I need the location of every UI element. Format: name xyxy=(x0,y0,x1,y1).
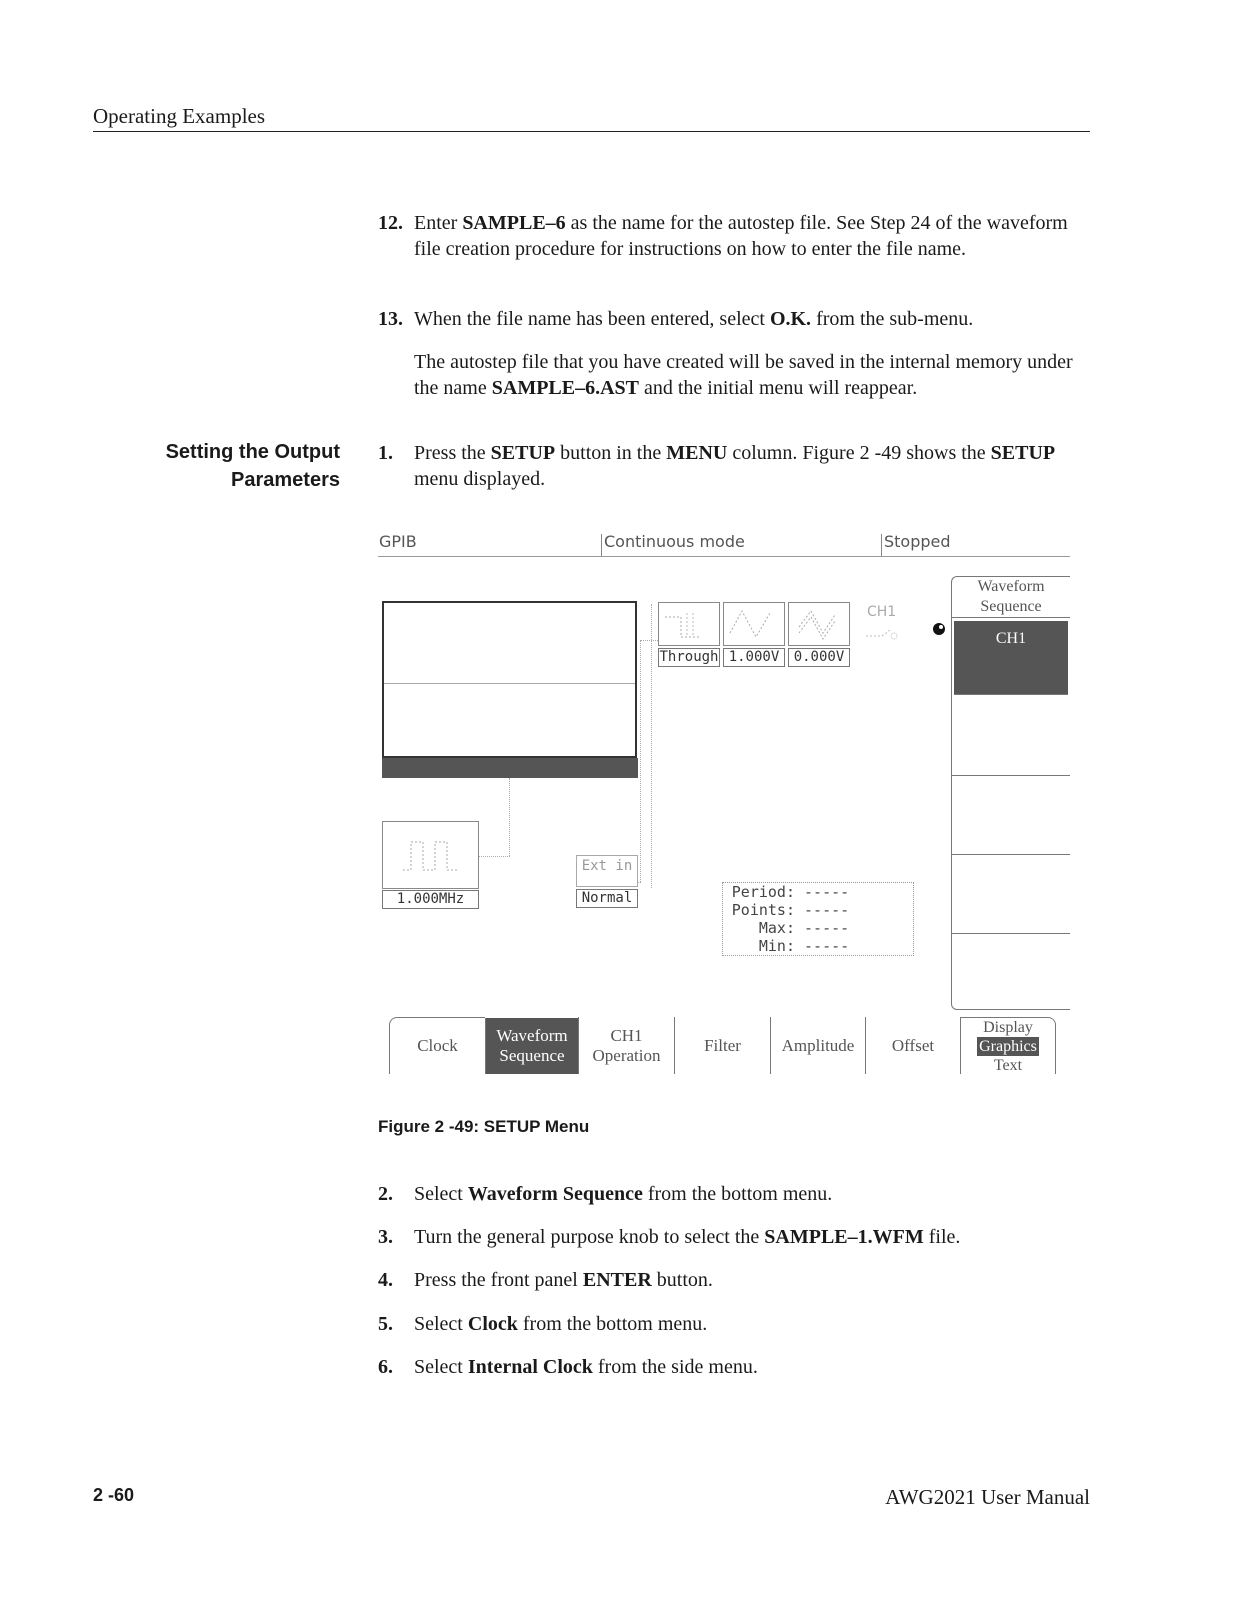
info-value: ----- xyxy=(804,919,850,937)
info-key: Period: xyxy=(731,883,795,901)
step-3 xyxy=(378,1224,1090,1250)
bottom-menu-filter[interactable] xyxy=(674,1017,770,1074)
step-12 xyxy=(378,210,1090,262)
status-mode: Continuous mode xyxy=(604,532,745,551)
info-value: ----- xyxy=(804,883,850,901)
step-bold: Clock xyxy=(467,1313,518,1335)
bottom-menu-label: CH1 xyxy=(610,1025,643,1045)
figure-caption: Figure 2 -49: SETUP Menu xyxy=(378,1117,590,1136)
ext-in-box xyxy=(576,855,638,887)
step-text: Select xyxy=(414,1313,468,1335)
waveform-info-panel xyxy=(722,882,914,956)
step-bold: SETUP xyxy=(990,442,1056,464)
side-menu-title-line2: Sequence xyxy=(980,598,1042,615)
bottom-menu-offset[interactable] xyxy=(865,1017,960,1074)
bottom-menu-ch1-operation[interactable] xyxy=(578,1017,674,1074)
side-menu-title-line1: Waveform xyxy=(977,578,1045,595)
offset-value: 0.000V xyxy=(788,648,850,667)
side-menu-item-ch1[interactable]: CH1 xyxy=(954,621,1068,695)
step-text: Turn the general purpose knob to select the xyxy=(414,1226,765,1248)
bottom-menu-label: Operation xyxy=(592,1045,661,1065)
status-divider xyxy=(881,534,882,556)
step-1 xyxy=(378,440,1090,492)
step-number: 13. xyxy=(378,308,403,330)
step-bold: Internal Clock xyxy=(467,1356,593,1378)
step-2 xyxy=(378,1181,1090,1207)
amplitude-value: 1.000V xyxy=(723,648,785,667)
note-bold: SAMPLE–6.AST xyxy=(491,377,639,399)
running-head: Operating Examples xyxy=(93,104,266,128)
waveform-display-bar xyxy=(382,758,638,778)
step-number: 12. xyxy=(378,212,403,234)
note-text: and the initial menu will reappear. xyxy=(639,377,918,399)
side-menu-title xyxy=(952,577,1070,618)
connector xyxy=(651,604,652,888)
status-gpib: GPIB xyxy=(379,532,417,551)
step-text: from the bottom menu. xyxy=(642,1183,833,1205)
bottom-menu-label: Sequence xyxy=(499,1046,565,1065)
step-text: from the sub-menu. xyxy=(811,308,974,330)
step-number: 4. xyxy=(378,1269,393,1291)
note-paragraph xyxy=(414,349,1090,401)
bottom-menu-label: Display xyxy=(983,1018,1033,1036)
offset-icon xyxy=(788,602,850,646)
step-text: When the file name has been entered, select xyxy=(414,308,770,330)
bottom-menu-waveform-sequence[interactable] xyxy=(485,1018,578,1074)
side-menu-item-empty[interactable] xyxy=(952,855,1070,934)
note-text: The autostep file that you have created will be saved in the internal memory under the name xyxy=(414,351,1073,399)
status-bar-rule xyxy=(378,556,1070,557)
info-value: ----- xyxy=(804,937,850,955)
output-active-indicator-icon xyxy=(931,621,947,642)
bottom-menu-label: Text xyxy=(993,1056,1023,1074)
connector xyxy=(479,856,510,857)
bottom-menu-display[interactable] xyxy=(960,1017,1056,1074)
clock-value: 1.000MHz xyxy=(382,890,479,909)
info-key: Points: xyxy=(731,901,795,919)
step-bold: MENU xyxy=(666,442,728,464)
amplitude-icon xyxy=(723,602,785,646)
channel-tag: CH1 xyxy=(867,604,897,620)
section-heading xyxy=(166,438,340,494)
step-bold: O.K. xyxy=(769,308,812,330)
step-number: 3. xyxy=(378,1226,393,1248)
step-number: 2. xyxy=(378,1183,393,1205)
side-menu-item-empty[interactable] xyxy=(952,934,1070,1010)
info-key: Min: xyxy=(758,937,795,955)
connector xyxy=(509,778,510,856)
step-bold: SETUP xyxy=(490,442,556,464)
manual-title: AWG2021 User Manual xyxy=(885,1485,1090,1509)
step-text: as the name for the autostep file. See Step 24 of the waveform file creation procedure for instructions on how to enter the file name. xyxy=(414,212,1068,260)
step-4 xyxy=(378,1267,1090,1293)
connector xyxy=(640,640,658,641)
ext-in-mode: Normal xyxy=(576,889,638,908)
step-text: Press the front panel xyxy=(414,1269,583,1291)
page-number: 2 -60 xyxy=(93,1485,135,1505)
header-rule xyxy=(93,131,1090,132)
step-text: Press the xyxy=(414,442,491,464)
bottom-menu-label: Clock xyxy=(417,1036,458,1055)
step-text: file. xyxy=(923,1226,961,1248)
step-text: from the bottom menu. xyxy=(517,1313,708,1335)
info-value: ----- xyxy=(804,901,850,919)
step-13 xyxy=(378,306,1090,332)
step-text: Select xyxy=(414,1356,468,1378)
section-heading-line2: Parameters xyxy=(231,469,340,491)
step-number: 5. xyxy=(378,1313,393,1335)
step-bold: Waveform Sequence xyxy=(467,1183,643,1205)
step-bold: SAMPLE–6 xyxy=(462,212,566,234)
step-5 xyxy=(378,1311,1090,1337)
filter-value: Through xyxy=(659,649,719,665)
bottom-menu-label: Amplitude xyxy=(781,1035,855,1055)
side-menu-item-empty[interactable] xyxy=(952,776,1070,855)
step-text: Select xyxy=(414,1183,468,1205)
step-text: from the side menu. xyxy=(592,1356,758,1378)
step-6 xyxy=(378,1354,1090,1380)
step-bold: SAMPLE–1.WFM xyxy=(764,1226,924,1248)
section-heading-line1: Setting the Output xyxy=(165,441,340,463)
step-number: 1. xyxy=(378,442,393,464)
info-key: Max: xyxy=(758,919,795,937)
status-divider xyxy=(601,534,602,556)
step-text: button in the xyxy=(555,442,667,464)
bottom-menu-label: Filter xyxy=(704,1035,741,1055)
bottom-menu-amplitude[interactable] xyxy=(770,1017,865,1074)
bottom-menu xyxy=(389,1017,1056,1074)
step-text: Enter xyxy=(414,212,463,234)
step-text: button. xyxy=(651,1269,713,1291)
ext-in-label: Ext in xyxy=(581,858,633,874)
output-connector-icon xyxy=(864,624,904,649)
step-text: menu displayed. xyxy=(414,468,546,490)
status-run-state: Stopped xyxy=(884,532,951,551)
bottom-menu-label-selected: Graphics xyxy=(979,1037,1037,1055)
filter-icon xyxy=(658,602,720,646)
bottom-menu-label: Waveform xyxy=(496,1026,568,1045)
connector xyxy=(640,640,641,882)
bottom-menu-clock[interactable] xyxy=(389,1017,485,1074)
step-text: column. Figure 2 -49 shows the xyxy=(727,442,991,464)
bottom-menu-label: Offset xyxy=(891,1035,935,1055)
side-menu-item-empty[interactable] xyxy=(952,697,1070,776)
side-menu xyxy=(951,576,1070,1010)
waveform-display xyxy=(382,601,637,758)
step-bold: ENTER xyxy=(582,1269,652,1291)
clock-waveform-icon xyxy=(382,821,479,889)
step-number: 6. xyxy=(378,1356,393,1378)
